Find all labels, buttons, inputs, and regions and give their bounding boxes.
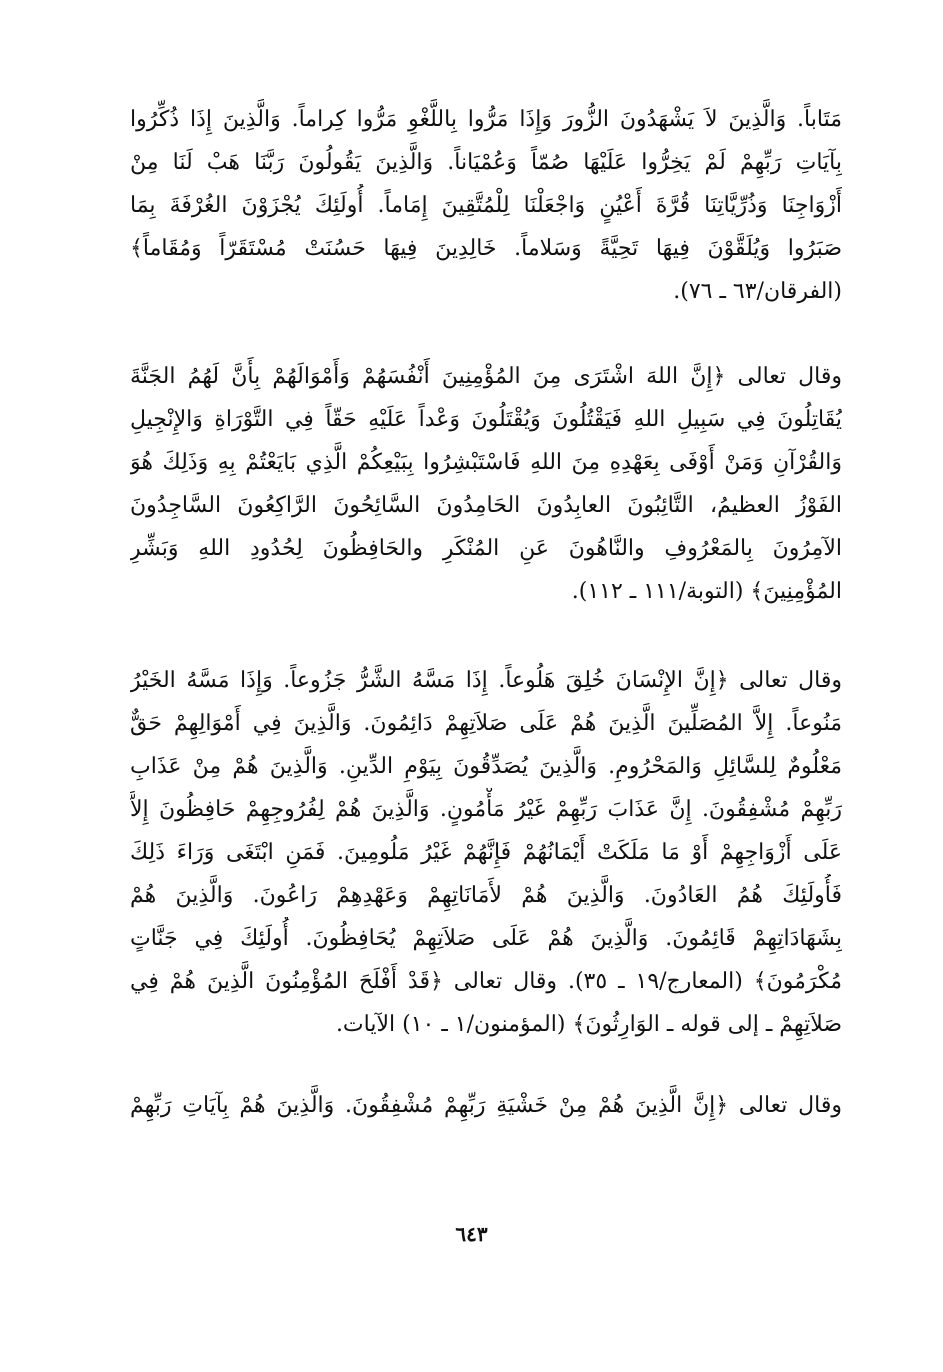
paragraph-spacer bbox=[130, 613, 842, 659]
text-line: صَبَرُوا وَيُلَقَّوْنَ فِيهَا تَحِيَّةً وَسَلاماً. خَالِدِينَ فِيهَا حَسُنَتْ مُسْتَقَرّاً وَمُقَاماً﴾ bbox=[130, 236, 842, 261]
paragraph-maarij bbox=[130, 659, 842, 1046]
document-page bbox=[130, 98, 842, 1127]
text-line: عَلَى أَزْوَاجِهِمْ أَوْ مَا مَلَكَتْ أَيْمَانُهُمْ فَإِنَّهُمْ غَيْرُ مَلُومِينَ. فَمَنِ ابْتَغَى وَرَاءَ ذَلِكَ bbox=[130, 840, 842, 865]
text-line: الآمِرُونَ بِالمَعْرُوفِ والنَّاهُونَ عَنِ المُنْكَرِ والحَافِظُونَ لِحُدُودِ اللهِ وَبَشِّرِ bbox=[130, 536, 842, 561]
text-line: المُؤْمِنِينَ﴾ (التوبة/١١١ ـ ١١٢). bbox=[571, 579, 842, 604]
paragraph-muminun bbox=[130, 1084, 842, 1127]
text-line: مَعْلُومٌ لِلسَّائِلِ وَالمَحْرُومِ. وَالَّذِينَ يُصَدِّقُونَ بِيَوْمِ الدِّينِ. وَالَّذِينَ هُمْ مِنْ عَذَابِ bbox=[130, 754, 842, 779]
paragraph-spacer bbox=[130, 1046, 842, 1084]
text-line: وَالقُرْآنِ وَمَنْ أَوْفَى بِعَهْدِهِ مِنَ اللهِ فَاسْتَبْشِرُوا بِبَيْعِكُمْ الَّذِي بَايَعْتُمْ بِهِ وَذَلِكَ هُوَ bbox=[130, 450, 842, 475]
text-line: فَأُولَئِكَ هُمُ العَادُونَ. وَالَّذِينَ هُمْ لأَمَانَاتِهِمْ وَعَهْدِهِمْ رَاعُونَ. وَالَّذِينَ هُمْ bbox=[130, 883, 842, 908]
text-line: رَبِّهِمْ مُشْفِقُونَ. إِنَّ عَذَابَ رَبِّهِمْ غَيْرُ مَأْمُونٍ. وَالَّذِينَ هُمْ لِفُرُوجِهِمْ حَافِظُونَ إِلاَّ bbox=[130, 797, 842, 822]
text-line: وقال تعالى ﴿إِنَّ الإِنْسَانَ خُلِقَ هَلُوعاً. إِذَا مَسَّهُ الشَّرُّ جَزُوعاً. وَإِذَا مَسَّهُ الخَيْرُ bbox=[130, 668, 842, 693]
text-line: بِآيَاتِ رَبِّهِمْ لَمْ يَخِرُّوا عَلَيْهَا صُمّاً وَعُمْيَاناً. وَالَّذِينَ يَقُولُونَ رَبَّنَا هَبْ لَنَا مِنْ bbox=[130, 150, 842, 175]
text-line: وقال تعالى ﴿إِنَّ اللهَ اشْتَرَى مِنَ المُؤْمِنِينَ أَنْفُسَهُمْ وَأَمْوَالَهُمْ بِأَنَّ لَهُمُ الجَنَّةَ bbox=[130, 364, 842, 389]
page-number: ٦٤٣ bbox=[455, 1222, 488, 1246]
paragraph-tawba bbox=[130, 355, 842, 613]
text-line: وقال تعالى ﴿إِنَّ الَّذِينَ هُمْ مِنْ خَشْيَةِ رَبِّهِمْ مُشْفِقُونَ. وَالَّذِينَ هُمْ بِآيَاتِ رَبِّهِمْ bbox=[130, 1093, 842, 1118]
paragraph-spacer bbox=[130, 313, 842, 355]
text-line: بِشَهَادَاتِهِمْ قَائِمُونَ. وَالَّذِينَ هُمْ عَلَى صَلاَتِهِمْ يُحَافِظُونَ. أُولَئِكَ فِي جَنَّاتٍ bbox=[130, 926, 842, 951]
text-line: الفَوْزُ العظيمُ، التَّائِبُونَ العابِدُونَ الحَامِدُونَ السَّائِحُونَ الرَّاكِعُونَ السَّاجِدُونَ bbox=[130, 493, 842, 518]
text-line: يُقَاتِلُونَ فِي سَبِيلِ اللهِ فَيَقْتُلُونَ وَيُقْتَلُونَ وَعْداً عَلَيْهِ حَقّاً فِي التَّوْرَاةِ وَالإِنْجِيلِ bbox=[130, 407, 842, 432]
text-line: مَتَاباً. وَالَّذِينَ لاَ يَشْهَدُونَ الزُّورَ وَإِذَا مَرُّوا بِاللَّغْوِ مَرُّوا كِراماً. وَالَّذِينَ إِذَا ذُكِّرُوا bbox=[130, 107, 842, 132]
text-line: أَزْوَاجِنَا وَذُرِّيَّاتِنَا قُرَّةَ أَعْيُنٍ وَاجْعَلْنَا لِلْمُتَّقِينَ إِمَاماً. أُولَئِكَ يُجْزَوْنَ الغُرْفَةَ بِمَا bbox=[130, 193, 842, 218]
text-line: مُكْرَمُونَ﴾ (المعارج/١٩ ـ ٣٥). وقال تعالى ﴿قَدْ أَفْلَحَ المُؤْمِنُونَ الَّذِينَ هُمْ فِي bbox=[130, 969, 842, 994]
text-line: (الفرقان/٦٣ ـ ٧٦). bbox=[673, 279, 842, 304]
text-line: مَنُوعاً. إِلاَّ المُصَلِّينَ الَّذِينَ هُمْ عَلَى صَلاَتِهِمْ دَائِمُونَ. وَالَّذِينَ فِي أَمْوَالِهِمْ حَقٌّ bbox=[130, 711, 842, 736]
text-line: صَلاَتِهِمْ ـ إلى قوله ـ الوَارِثُونَ﴾ (المؤمنون/١ ـ ١٠) الآيات. bbox=[335, 1012, 842, 1037]
paragraph-furqan bbox=[130, 98, 842, 313]
